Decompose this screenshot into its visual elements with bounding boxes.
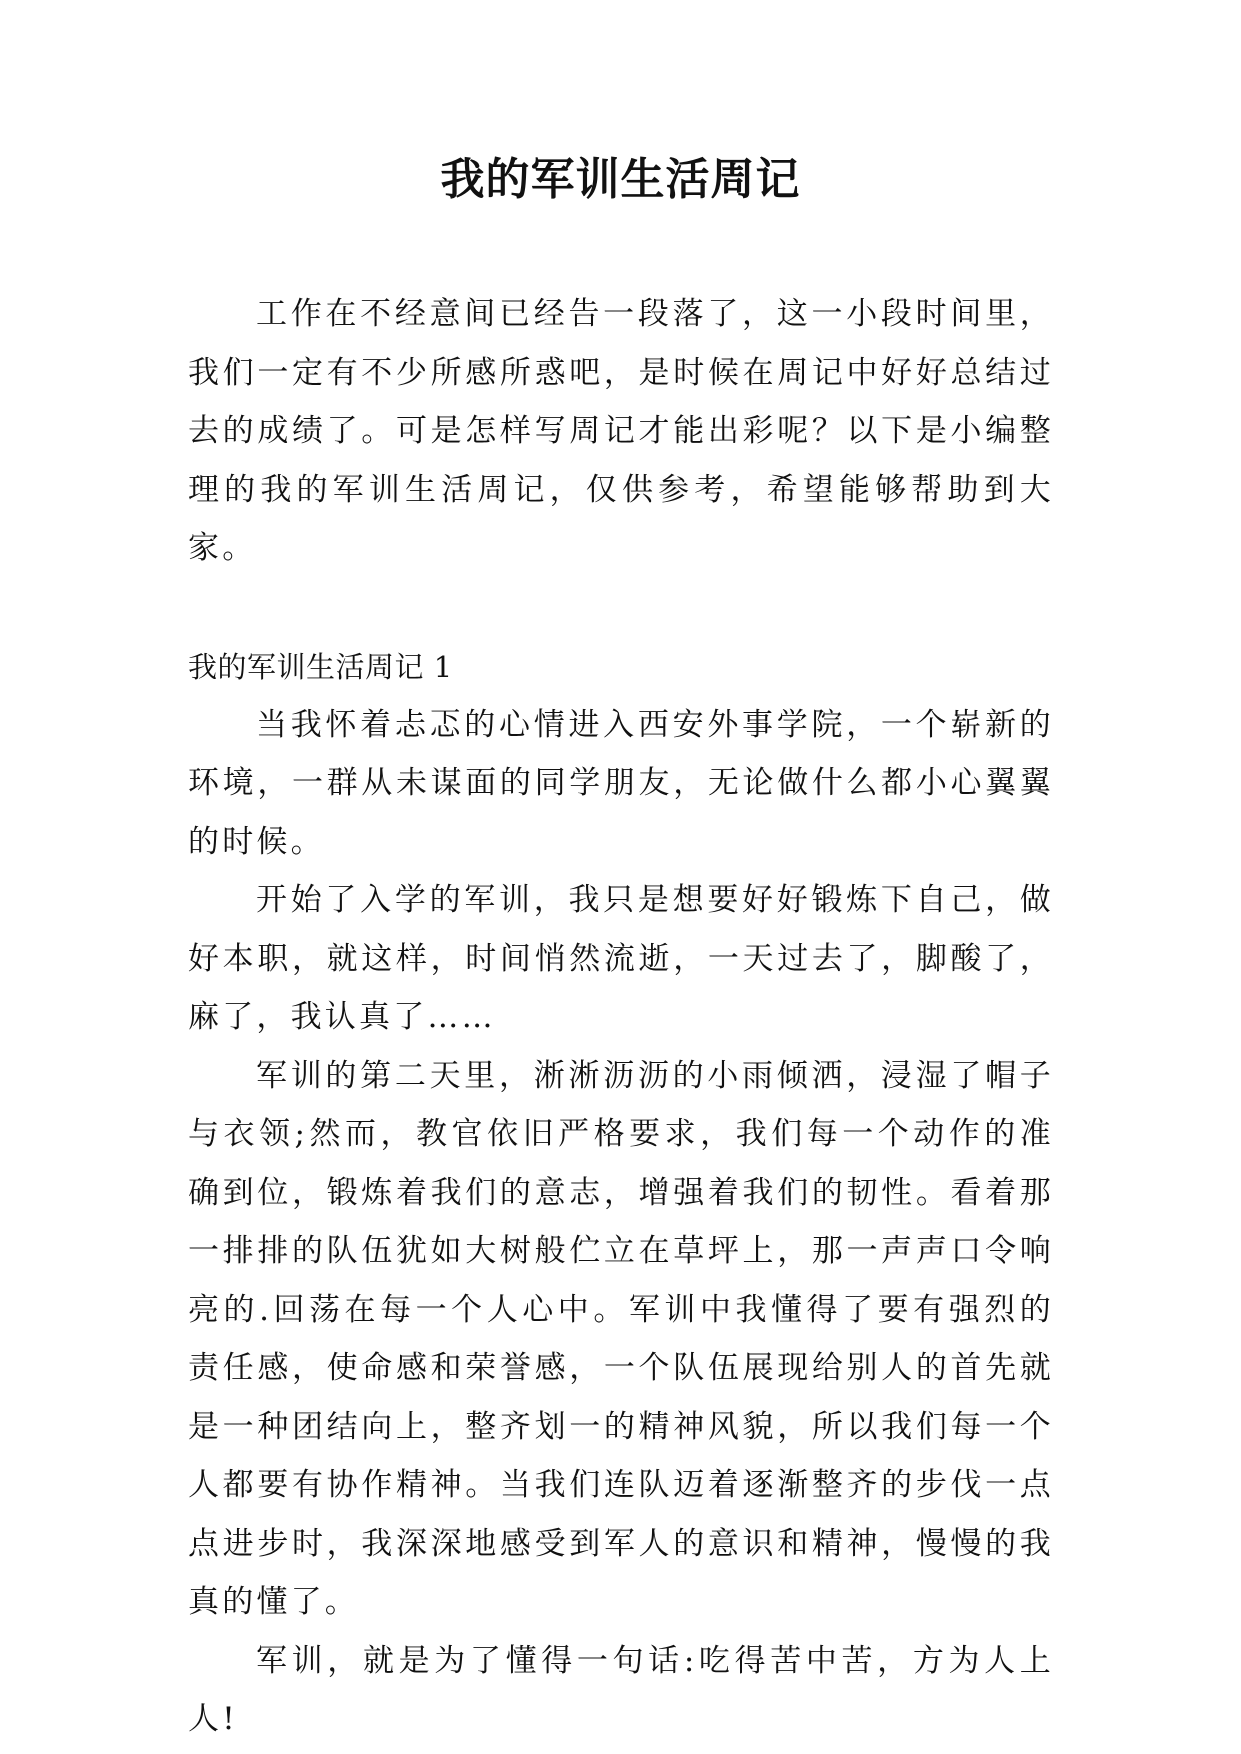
intro-paragraph: 工作在不经意间已经告一段落了，这一小段时间里，我们一定有不少所感所惑吧，是时候在周记中好好总结过去的成绩了。可是怎样写周记才能出彩呢？以下是小编整理的我的军训生活周记，仅供参考，希望能够帮助到大家。 [188, 296, 1054, 566]
body-paragraph-1: 当我怀着忐忑的心情进入西安外事学院，一个崭新的环境，一群从未谋面的同学朋友，无论做什么都小心翼翼的时候。 [188, 706, 1054, 860]
body-paragraph-4: 军训，就是为了懂得一句话:吃得苦中苦，方为人上人! [188, 1642, 1054, 1737]
document-body [188, 285, 1054, 1749]
body-paragraph-3: 军训的第二天里，淅淅沥沥的小雨倾洒，浸湿了帽子与衣领;然而，教官依旧严格要求，我们每一个动作的准确到位，锻炼着我们的意志，增强着我们的韧性。看着那一排排的队伍犹如大树般伫立在草坪上，那一声声口令响亮的.回荡在每一个人心中。军训中我懂得了要有强烈的责任感，使命感和荣誉感，一个队伍展现给别人的首先就是一种团结向上，整齐划一的精神风貌，所以我们每一个人都要有协作精神。当我们连队迈着逐渐整齐的步伐一点点进步时，我深深地感受到军人的意识和精神，慢慢的我真的懂了。 [188, 1057, 1054, 1620]
document-title: 我的军训生活周记 [440, 154, 801, 205]
section-heading: 我的军训生活周记 1 [188, 649, 453, 684]
body-paragraph-2: 开始了入学的军训，我只是想要好好锻炼下自己，做好本职，就这样，时间悄然流逝，一天过去了，脚酸了，麻了，我认真了…… [188, 882, 1054, 1035]
